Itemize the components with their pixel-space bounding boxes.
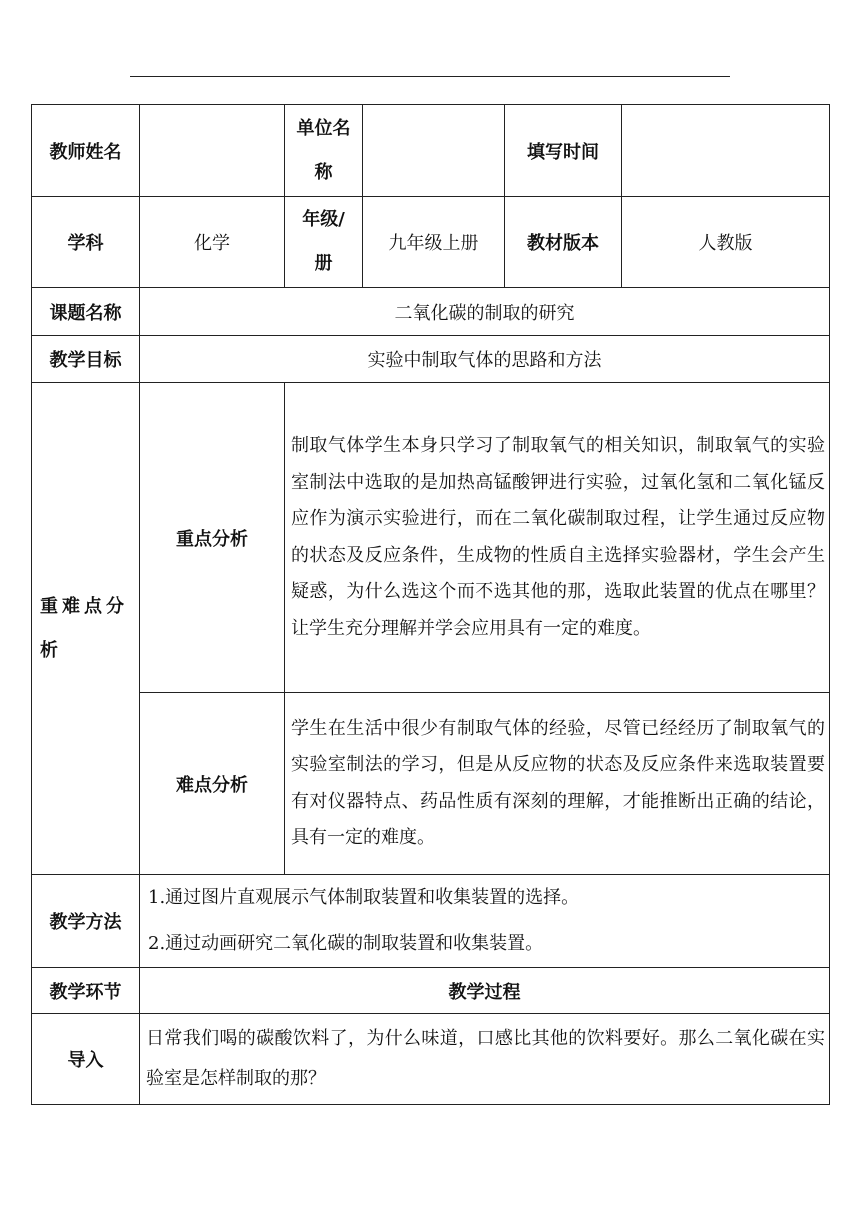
method-list xyxy=(140,875,830,968)
key-text: 制取气体学生本身只学习了制取氧气的相关知识，制取氧气的实验室制法中选取的是加热高锰酸钾进行实验，过氧化氢和二氧化锰反应作为演示实验进行，而在二氧化碳制取过程，让学生通过反应物的状态及反应条件，生成物的性质自主选择实验器材，学生会产生疑惑，为什么选这个而不选其他的那，选取此装置的优点在哪里？让学生充分理解并学会应用具有一定的难度。 xyxy=(285,383,830,693)
header-rule xyxy=(130,76,730,77)
difficulty-text: 学生在生活中很少有制取气体的经验，尽管已经经历了制取氧气的实验室制法的学习，但是从反应物的状态及反应条件来选取装置要有对仪器特点、药品性质有深刻的理解，才能推断出正确的结论，具有一定的难度。 xyxy=(285,693,830,875)
row-difficulty-analysis xyxy=(32,693,830,875)
textbook-label: 教材版本 xyxy=(505,197,622,288)
intro-text: 日常我们喝的碳酸饮料了，为什么味道，口感比其他的饮料要好。那么二氧化碳在实验室是怎样制取的那？ xyxy=(140,1014,830,1105)
row-method xyxy=(32,875,830,968)
row-stage-header xyxy=(32,968,830,1014)
textbook-value: 人教版 xyxy=(622,197,830,288)
teacher-name-label: 教师姓名 xyxy=(32,105,140,197)
topic-value: 二氧化碳的制取的研究 xyxy=(140,288,830,336)
unit-name-label-line1: 单位名 xyxy=(296,117,351,139)
process-label: 教学过程 xyxy=(140,968,830,1014)
stage-label: 教学环节 xyxy=(32,968,140,1014)
fill-time-label: 填写时间 xyxy=(505,105,622,197)
grade-label xyxy=(285,197,363,288)
row-key-analysis xyxy=(32,383,830,693)
key-label: 重点分析 xyxy=(140,383,285,693)
unit-name-label xyxy=(285,105,363,197)
row-teacher-info xyxy=(32,105,830,197)
grade-label-line1: 年级/ xyxy=(302,209,345,230)
grade-value: 九年级上册 xyxy=(363,197,505,288)
row-subject xyxy=(32,197,830,288)
unit-name-label-line2: 称 xyxy=(314,161,333,183)
method-item: 1.通过图片直观展示气体制取装置和收集装置的选择。 xyxy=(148,887,580,908)
teacher-name-field[interactable] xyxy=(140,105,285,197)
unit-name-field[interactable] xyxy=(363,105,505,197)
topic-label: 课题名称 xyxy=(32,288,140,336)
row-topic xyxy=(32,288,830,336)
subject-label: 学科 xyxy=(32,197,140,288)
fill-time-field[interactable] xyxy=(622,105,830,197)
row-goal xyxy=(32,336,830,383)
difficulty-label: 难点分析 xyxy=(140,693,285,875)
goal-label: 教学目标 xyxy=(32,336,140,383)
method-item: 2.通过动画研究二氧化碳的制取装置和收集装置。 xyxy=(148,933,544,954)
lesson-plan-table xyxy=(31,104,830,1105)
intro-label: 导入 xyxy=(32,1014,140,1105)
grade-label-line2: 册 xyxy=(314,253,333,274)
method-label: 教学方法 xyxy=(32,875,140,968)
goal-value: 实验中制取气体的思路和方法 xyxy=(140,336,830,383)
subject-value: 化学 xyxy=(140,197,285,288)
analysis-label: 重难点分析 xyxy=(32,383,140,875)
row-intro xyxy=(32,1014,830,1105)
